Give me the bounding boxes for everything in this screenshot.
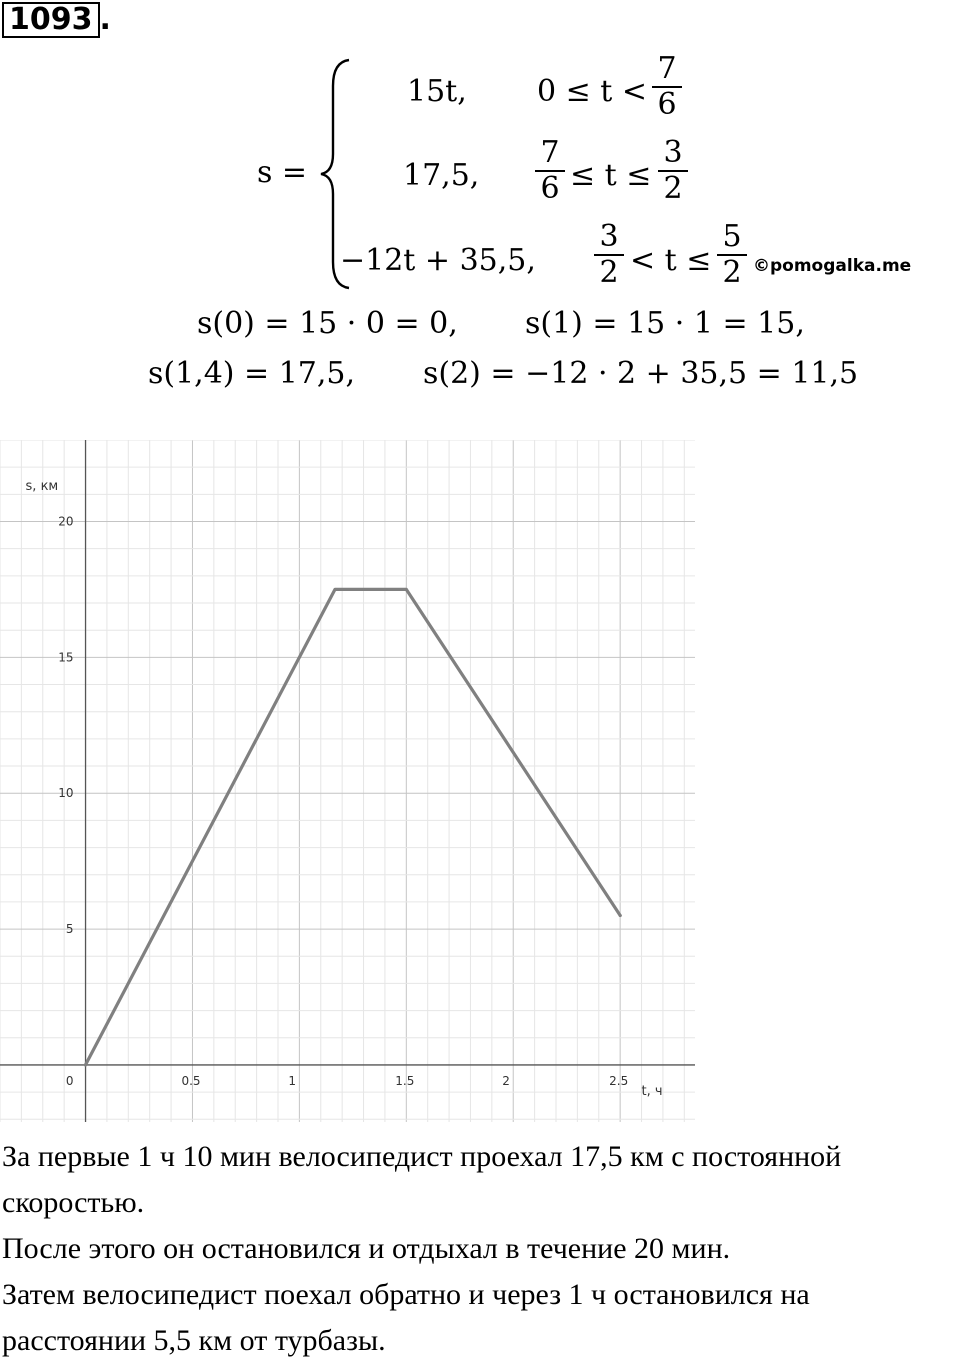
case1-expr: 15t,: [407, 74, 467, 109]
computation-s2: s(2) = −12 · 2 + 35,5 = 11,5: [423, 356, 859, 391]
case3-condition: < t ≤: [630, 243, 712, 278]
y-axis-title: s, км: [25, 479, 59, 494]
series-line: [86, 589, 621, 1065]
fraction-denominator: 6: [657, 87, 677, 122]
y-tick-label: 5: [65, 922, 74, 937]
answer-text: [2, 1134, 958, 1364]
fraction-numerator: 7: [535, 136, 565, 172]
fraction-denominator: 2: [722, 255, 742, 290]
fraction-numerator: 3: [594, 220, 624, 256]
y-tick-label: 15: [58, 650, 74, 665]
answer-paragraph-3: Затем велосипедист поехал обратно и через 1 ч остановился на расстоянии 5,5 км от турбазы.: [2, 1278, 810, 1357]
watermark: ©pomogalka.me: [753, 256, 912, 276]
data-point: [334, 588, 337, 591]
case3-right-fraction: [717, 220, 747, 290]
case3-expr: −12t + 35,5,: [340, 243, 536, 278]
fraction-denominator: 6: [540, 171, 560, 206]
data-point: [405, 588, 408, 591]
x-tick-label: 2.5: [609, 1073, 629, 1088]
data-point: [84, 1063, 87, 1066]
origin-label: 0: [65, 1073, 74, 1088]
system-lhs: s =: [257, 155, 308, 190]
y-tick-label: 20: [58, 514, 74, 529]
answer-paragraph-1: За первые 1 ч 10 мин велосипедист проехал 17,5 км с постоянной скоростью.: [2, 1140, 842, 1219]
case1-condition: 0 ≤ t <: [537, 74, 648, 109]
case2-condition: ≤ t ≤: [570, 158, 652, 193]
x-axis-title: t, ч: [641, 1083, 663, 1099]
computation-s14: s(1,4) = 17,5,: [148, 356, 356, 391]
fraction-numerator: 3: [658, 136, 688, 172]
x-tick-label: 1: [288, 1073, 297, 1088]
fraction-numerator: 5: [717, 220, 747, 256]
case2-expr: 17,5,: [403, 158, 480, 193]
task-number-dot: .: [99, 2, 111, 37]
task-number-box: 1093: [2, 2, 100, 38]
x-tick-label: 1.5: [395, 1073, 415, 1088]
distance-time-chart: [0, 440, 700, 1130]
task-number: [2, 2, 111, 38]
case2-right-fraction: [658, 136, 688, 206]
x-tick-label: 0.5: [181, 1073, 201, 1088]
case3-left-fraction: [594, 220, 624, 290]
fraction-numerator: 7: [652, 52, 682, 88]
y-tick-label: 10: [58, 786, 74, 801]
answer-paragraph-2: После этого он остановился и отдыхал в течение 20 мин.: [2, 1232, 731, 1265]
computation-s0: s(0) = 15 · 0 = 0,: [197, 306, 458, 341]
case2-left-fraction: [535, 136, 565, 206]
fraction-denominator: 2: [599, 255, 619, 290]
data-point: [619, 914, 622, 917]
case1-right-fraction: [652, 52, 682, 122]
computation-s1: s(1) = 15 · 1 = 15,: [525, 306, 805, 341]
fraction-denominator: 2: [663, 171, 683, 206]
x-tick-label: 2: [502, 1073, 510, 1088]
chart-svg: [0, 440, 700, 1130]
